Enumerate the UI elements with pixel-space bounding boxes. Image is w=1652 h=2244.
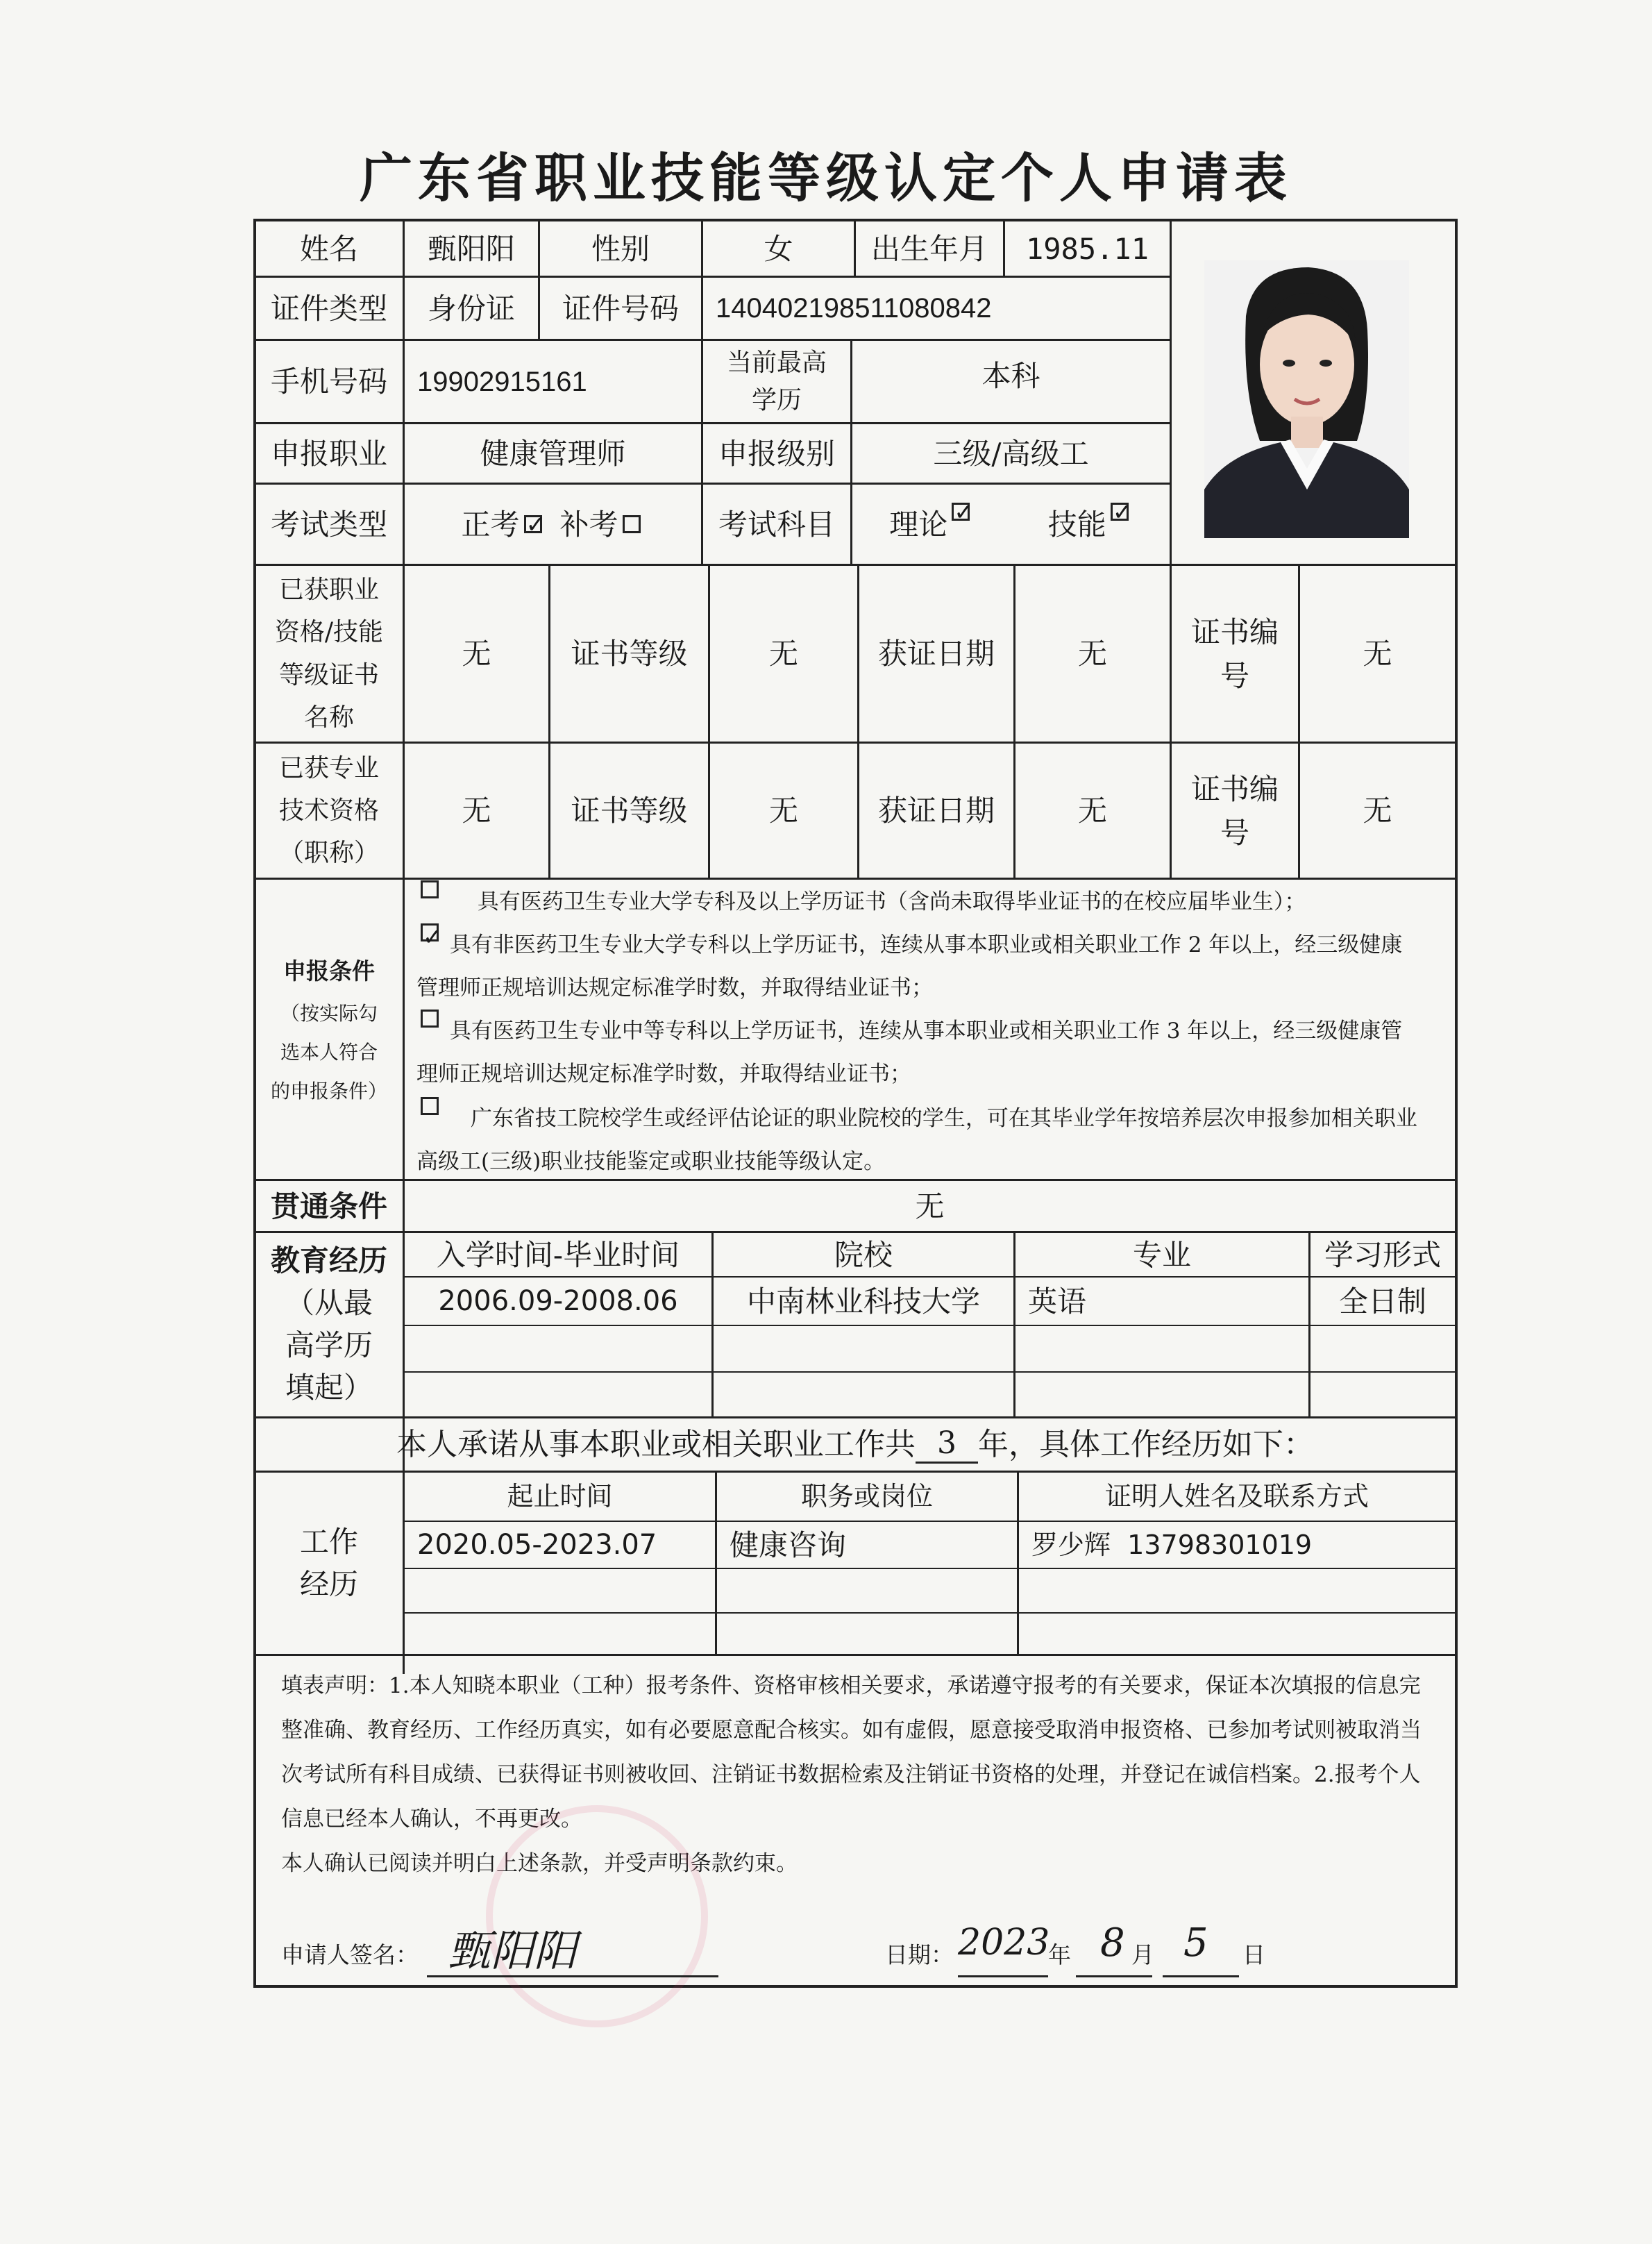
condition-1-text: 具有医药卫生专业大学专科及以上学历证书（含尚未取得毕业证书的在校应届毕业生）；: [477, 889, 1306, 914]
work-label-line: 工作: [299, 1524, 358, 1559]
condition-3-text-b: 理师正规培训达规定标准学时数，并取得结业证书；: [416, 1062, 911, 1087]
cert2-no-label-line: 号: [1220, 815, 1249, 850]
bukao-label: 补考: [559, 507, 618, 542]
lilun-checkbox[interactable]: [952, 503, 970, 521]
condition-3-text-a: 具有医药卫生专业中等专科以上学历证书，连续从事本职业或相关职业工作 3 年以上，经三级健康管: [449, 1019, 1403, 1044]
cert2-grade-value[interactable]: 无: [768, 794, 798, 828]
id-no-value[interactable]: 140402198511080842: [716, 293, 992, 324]
jineng-checkbox[interactable]: [1111, 503, 1129, 521]
bukao-checkbox[interactable]: [623, 515, 641, 533]
education-label-line: 填起）: [285, 1370, 373, 1405]
cert2-no-value[interactable]: 无: [1363, 794, 1392, 828]
condition-4-checkbox[interactable]: [421, 1097, 439, 1115]
commitment-years[interactable]: 3: [916, 1425, 978, 1464]
date-year-unit: 年: [1048, 1941, 1071, 1968]
work-row-ref[interactable]: 罗少辉 13798301019: [1031, 1529, 1313, 1560]
declaration-line: 信息已经本人确认，不再更改。: [281, 1807, 582, 1832]
cert2-label: [255, 744, 403, 878]
h-line: [253, 1654, 1458, 1656]
applicant-signature: 甄阳阳: [448, 1925, 578, 1976]
exam-type-options: [405, 485, 701, 564]
condition-2: [416, 923, 1451, 1010]
id-type-label: 证件类型: [270, 291, 387, 326]
conditions-label-line: （按实际勾: [280, 1001, 378, 1025]
conditions-label-line: 申报条件: [283, 957, 375, 985]
frame-bottom: [253, 1985, 1458, 1988]
h-line: [253, 878, 1458, 880]
subject-options: [852, 485, 1170, 564]
zhengkao-checkbox[interactable]: [524, 515, 542, 533]
phone-label: 手机号码: [270, 365, 387, 399]
declaration-line: 本人确认已阅读并明白上述条款，并受声明条款约束。: [281, 1851, 798, 1876]
date-month: 8: [1100, 1920, 1125, 1966]
cert1-date-label: 获证日期: [877, 637, 995, 671]
declaration-text: [281, 1664, 1461, 1886]
birth-label: 出生年月: [870, 231, 988, 266]
date-label: 日期：: [885, 1941, 954, 1968]
lilun-label: 理论: [889, 507, 948, 542]
education-label-line: 教育经历: [270, 1244, 387, 1278]
work-header-post: 职务或岗位: [800, 1481, 933, 1512]
edu-header-school: 院校: [834, 1237, 893, 1272]
cert1-grade-label: 证书等级: [571, 637, 688, 671]
birth-value[interactable]: 1985.11: [1025, 231, 1149, 266]
cert2-date-value[interactable]: 无: [1077, 794, 1107, 828]
person-portrait-icon: [1204, 260, 1409, 538]
date-year: 2023: [958, 1922, 1050, 1963]
form-title: 广东省职业技能等级认定个人申请表: [360, 147, 1292, 209]
through-value[interactable]: 无: [915, 1189, 945, 1223]
condition-1-checkbox[interactable]: [421, 880, 439, 898]
v-line: [1170, 219, 1172, 566]
edu-label-line1: 当前最高: [726, 348, 827, 377]
work-commitment: [255, 1418, 1455, 1471]
condition-3-checkbox[interactable]: [421, 1010, 439, 1028]
work-row-post[interactable]: 健康咨询: [730, 1527, 847, 1562]
cert2-date-label: 获证日期: [877, 794, 995, 828]
cert1-name-value[interactable]: 无: [462, 637, 491, 671]
h-line: [403, 1612, 1458, 1614]
through-label: 贯通条件: [270, 1189, 387, 1223]
edu-header-major: 专业: [1132, 1237, 1191, 1272]
condition-3: [416, 1010, 1451, 1096]
condition-1: [416, 880, 1451, 923]
cert1-no-value[interactable]: 无: [1363, 637, 1392, 671]
cert2-label-line: （职称）: [278, 839, 379, 868]
date-day-unit: 日: [1242, 1941, 1265, 1968]
cert2-name-value[interactable]: 无: [462, 794, 491, 828]
work-label-line: 经历: [299, 1566, 358, 1601]
phone-value[interactable]: 19902915161: [417, 366, 587, 397]
h-line: [403, 1568, 1458, 1569]
condition-2-text-b: 管理师正规培训达规定标准学时数，并取得结业证书；: [416, 976, 933, 1000]
edu-value[interactable]: 本科: [981, 358, 1040, 393]
level-value[interactable]: 三级/高级工: [933, 436, 1089, 471]
exam-type-label: 考试类型: [270, 507, 387, 542]
edu-row-time[interactable]: 2006.09-2008.06: [438, 1285, 678, 1317]
conditions-label: [255, 880, 403, 1179]
sign-label: 申请人签名：: [281, 1941, 419, 1968]
id-type-value[interactable]: 身份证: [427, 291, 515, 326]
declaration-line: 填表声明：1.本人知晓本职业（工种）报考条件、资格审核相关要求，承诺遵守报考的有关要求，保证本次填报的信息完: [281, 1673, 1421, 1698]
edu-header-form: 学习形式: [1324, 1237, 1441, 1272]
work-label: [255, 1473, 403, 1654]
zhengkao-label: 正考: [461, 507, 520, 542]
jineng-option: [1048, 503, 1133, 546]
commitment-suffix: 年，具体工作经历如下：: [978, 1426, 1314, 1462]
declaration-line: 次考试所有科目成绩、已获得证书则被收回、注销证书数据检索及注销证书资格的处理，并登记在诚信档案。2.报考个人: [281, 1762, 1421, 1787]
occupation-value[interactable]: 健康管理师: [480, 436, 626, 471]
education-label-line: 高学历: [285, 1328, 373, 1362]
level-label: 申报级别: [718, 436, 835, 471]
cert1-label-line: 等级证书: [278, 660, 379, 689]
name-label: 姓名: [299, 231, 358, 266]
subject-label: 考试科目: [718, 507, 835, 542]
id-no-label: 证件号码: [562, 291, 679, 326]
cert2-grade-label: 证书等级: [571, 794, 688, 828]
occupation-label: 申报职业: [270, 436, 387, 471]
date-day: 5: [1183, 1920, 1208, 1966]
edu-row-major[interactable]: 英语: [1028, 1284, 1087, 1318]
date-year-line[interactable]: [958, 1975, 1048, 1977]
h-line: [403, 1325, 1458, 1326]
jineng-label: 技能: [1047, 507, 1106, 542]
gender-label: 性别: [591, 231, 650, 266]
gender-value[interactable]: 女: [764, 231, 793, 266]
cert1-label-line: 名称: [303, 703, 354, 732]
cert1-label-line: 已获职业: [278, 576, 379, 605]
edu-row-form[interactable]: 全日制: [1338, 1284, 1426, 1318]
lilun-option: [889, 503, 974, 546]
cert2-label-line: 已获专业: [278, 753, 379, 782]
cert2-label-line: 技术资格: [278, 796, 379, 825]
condition-4-text-b: 高级工(三级)职业技能鉴定或职业技能等级认定。: [416, 1149, 886, 1174]
applicant-photo: [1204, 260, 1409, 538]
cert2-no-label-line: 证书编: [1190, 771, 1279, 806]
cert1-no-label: [1172, 566, 1298, 742]
cert1-label: [255, 566, 403, 742]
education-label-line: （从最: [285, 1286, 373, 1321]
cert1-grade-value[interactable]: 无: [768, 637, 798, 671]
signature-row: [281, 1916, 1433, 1979]
date-month-line[interactable]: [1076, 1975, 1152, 1977]
work-header-ref: 证明人姓名及联系方式: [1104, 1481, 1369, 1512]
date-day-line[interactable]: [1163, 1975, 1239, 1977]
edu-header-time: 入学时间-毕业时间: [436, 1237, 680, 1272]
condition-2-checkbox[interactable]: [421, 923, 439, 941]
condition-4: [416, 1097, 1451, 1183]
declaration-line: 整准确、教育经历、工作经历真实，如有必要愿意配合核实。如有虚假，愿意接受取消申报资格、已参加考试则被取消当: [281, 1718, 1422, 1743]
edu-label-line2: 学历: [751, 385, 802, 415]
cert1-no-label-line: 证书编: [1190, 614, 1279, 649]
work-header-time: 起止时间: [507, 1481, 613, 1512]
condition-2-text-a: 具有非医药卫生专业大学专科以上学历证书，连续从事本职业或相关职业工作 2 年以上，经三级健康: [449, 932, 1403, 957]
commitment-prefix: 本人承诺从事本职业或相关职业工作共: [396, 1426, 916, 1462]
education-label: [255, 1233, 403, 1416]
conditions-label-line: 的申报条件）: [270, 1079, 387, 1103]
date-month-unit: 月: [1131, 1941, 1154, 1968]
edu-label: [703, 341, 850, 422]
h-line: [403, 1371, 1458, 1373]
cert1-label-line: 资格/技能: [274, 618, 384, 647]
cert1-no-label-line: 号: [1220, 658, 1249, 693]
cert1-date-value[interactable]: 无: [1077, 637, 1107, 671]
work-row-time[interactable]: 2020.05-2023.07: [417, 1529, 657, 1561]
cert2-no-label: [1172, 744, 1298, 878]
edu-row-school[interactable]: 中南林业科技大学: [746, 1284, 980, 1318]
conditions-label-line: 选本人符合: [280, 1040, 378, 1064]
name-value[interactable]: 甄阳阳: [427, 231, 515, 266]
condition-4-text-a: 广东省技工院校学生或经评估论证的职业院校的学生，可在其毕业学年按培养层次申报参加相关职业: [470, 1106, 1417, 1131]
